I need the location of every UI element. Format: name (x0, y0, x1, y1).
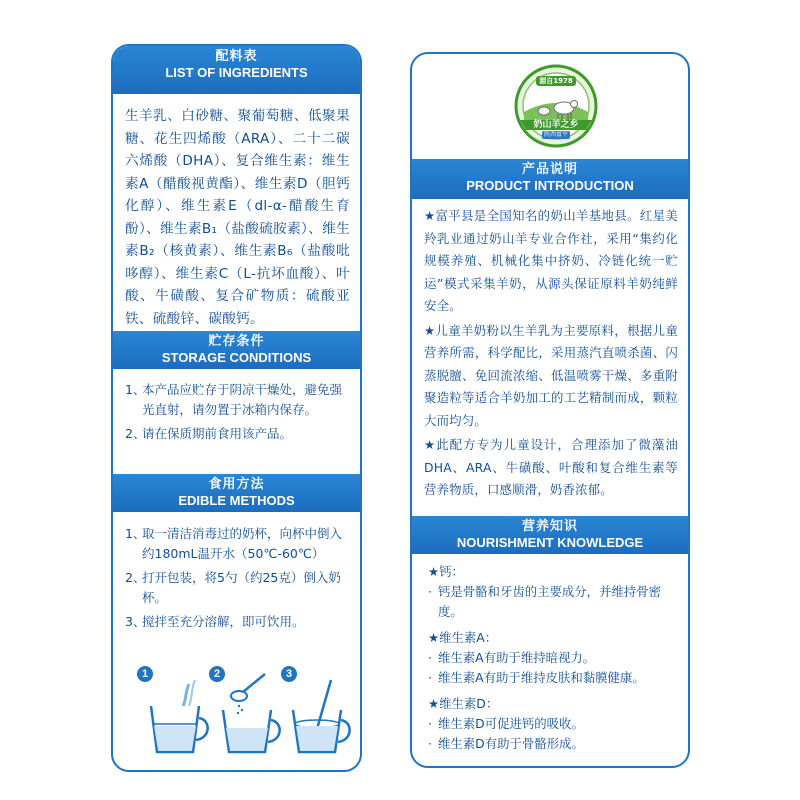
product-title-cn: 产品说明 (521, 162, 578, 177)
methods-list (125, 524, 350, 632)
product-description (424, 205, 678, 502)
step-3-illustration (281, 666, 357, 756)
product-paragraph: ★富平县是全国知名的奶山羊基地县。红星美羚乳业通过奶山羊专业合作社，采用“集约化规模养殖、机械化集中挤奶、冷链化统一贮运”模式采集羊奶，从源头保证原料羊奶纯鲜安全。 (424, 208, 678, 313)
method-item: 3、 搅拌至充分溶解，即可饮用。 (125, 614, 305, 629)
nourishment-title-cn: 营养知识 (521, 519, 578, 534)
storage-title-cn: 贮存条件 (208, 334, 265, 349)
nutrient-title: ★维生素D： (428, 696, 499, 711)
nutrient-title: ★维生素A： (428, 630, 498, 645)
ingredients-title-cn: 配料表 (215, 49, 258, 64)
left-label-panel (111, 44, 362, 772)
ingredients-header (113, 46, 360, 94)
storage-header (113, 331, 360, 369)
nutrient-item: · 维生素D可促进钙的吸收。 (428, 716, 584, 731)
step-1-illustration (137, 666, 213, 756)
storage-list (125, 380, 350, 444)
brand-logo (514, 64, 598, 148)
nourishment-list (428, 560, 680, 754)
methods-title-en: EDIBLE METHODS (178, 493, 295, 508)
methods-header (113, 474, 360, 512)
nutrient-item: · 维生素A有助于维持皮肤和黏膜健康。 (428, 670, 645, 685)
ingredients-text: 生羊乳、白砂糖、聚葡萄糖、低聚果糖、花生四烯酸（ARA）、二十二碳六烯酸（DHA）、复合维生素：维生素A（醋酸视黄酯）、维生素D（胆钙化醇）、维生素E（dl-α-醋酸生育酚）、维生素B₁（盐酸硫胺素）、维生素B₂（核黄素）、维生素B₆（盐酸吡哆醇）、维生素C（L-抗坏血酸）、叶酸、牛磺酸、复合矿物质：硫酸亚铁、硫酸锌、碳酸钙。 (125, 108, 350, 327)
method-item: 2、 打开包装，将5勺（约25克）倒入奶杯。 (125, 570, 341, 605)
nourishment-header (412, 516, 688, 554)
logo-brand-text: 奶山羊之乡 (533, 120, 579, 130)
method-item: 1、 取一清洁消毒过的奶杯，向杯中倒入约180mL温开水（50℃-60℃） (125, 526, 343, 561)
step-number-1: 1 (137, 666, 153, 682)
right-label-panel (410, 52, 690, 768)
nutrient-item: · 维生素D有助于骨骼形成。 (428, 736, 584, 751)
methods-title-cn: 食用方法 (208, 477, 265, 492)
nutrient-item: · 钙是骨骼和牙齿的主要成分，并维持骨密度。 (428, 584, 662, 619)
product-title-en: PRODUCT INTRODUCTION (466, 178, 634, 193)
product-header (412, 159, 688, 199)
product-paragraph: ★儿童羊奶粉以生羊乳为主要原料，根据儿童营养所需，科学配比，采用蒸汽直喷杀菌、闪蒸脱膻、免回流浓缩、低温喷雾干燥、多重附聚造粒等适合羊奶加工的工艺精制而成，颗粒大而均匀。 (424, 322, 678, 428)
logo-top-text: 源自1978 (539, 77, 573, 85)
storage-item: 1、 本产品应贮存于阴凉干燥处，避免强光直射，请勿置于冰箱内保存。 (125, 382, 343, 417)
storage-item: 2、 请在保质期前食用该产品。 (125, 426, 293, 441)
nourishment-title-en: NOURISHMENT KNOWLEDGE (456, 535, 644, 550)
step-number-3: 3 (281, 666, 297, 682)
nutrient-item: · 维生素A有助于维持暗视力。 (428, 650, 596, 665)
logo-bottom-text: 陕西富平 (543, 131, 568, 138)
step-number-2: 2 (209, 666, 225, 682)
nutrient-title: ★钙： (428, 564, 464, 579)
ingredients-title-en: LIST OF INGREDIENTS (165, 65, 308, 80)
step-2-illustration (209, 666, 285, 756)
product-paragraph: ★此配方专为儿童设计，合理添加了微藻油DHA、ARA、牛磺酸、叶酸和复合维生素等营养物质，口感顺滑，奶香浓郁。 (424, 437, 678, 497)
storage-title-en: STORAGE CONDITIONS (161, 350, 312, 365)
